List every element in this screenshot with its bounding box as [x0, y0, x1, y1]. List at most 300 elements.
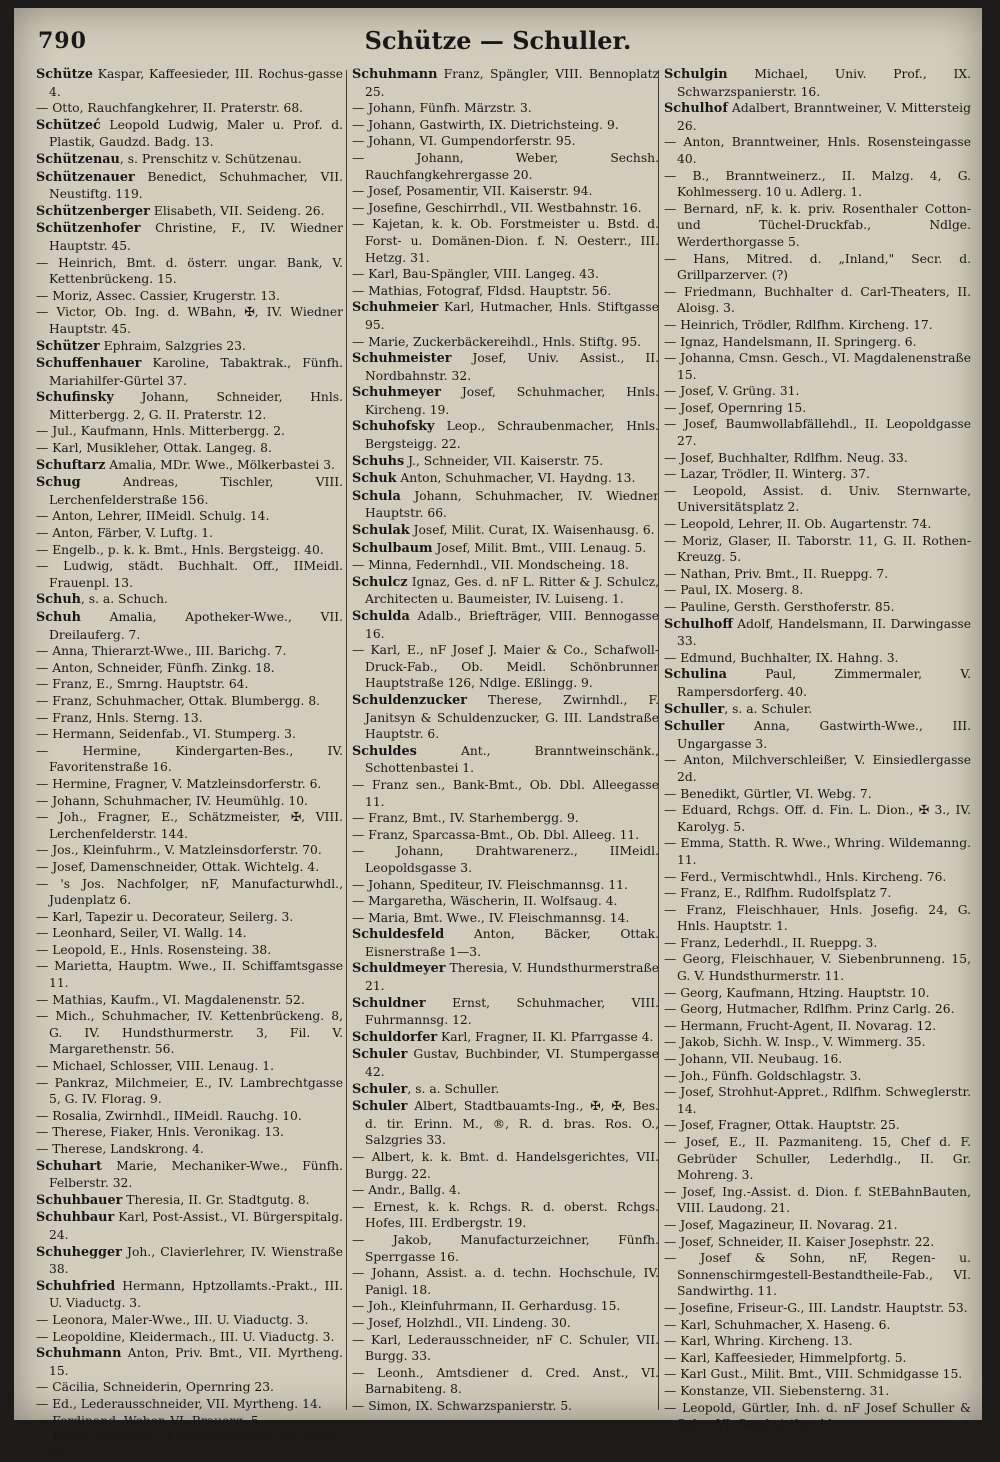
directory-entry — [664, 1317, 971, 1334]
entry-surname: Schuhbauer — [36, 1192, 123, 1208]
entry-text: — Franz, Hnls. Sterng. 13. — [36, 710, 203, 725]
entry-text: — Joh., Fragner, E., Schätzmeister, ✠, VIII. Lerchenfelderstr. 144. — [36, 810, 343, 841]
entry-text: — B., Branntweinerz., II. Malzg. 4, G. Kohlmesserg. 10 u. Adlerg. 1. — [664, 168, 971, 200]
directory-entry — [36, 151, 343, 169]
entry-text: — Karl, Lederausschneider, nF C. Schuler, VII. Burgg. 33. — [352, 1332, 659, 1364]
directory-entry — [352, 810, 659, 827]
directory-entry — [352, 350, 659, 384]
directory-entry — [36, 809, 343, 842]
entry-text: — Leonh., Amtsdiener d. Cred. Anst., VI. Barnabiteng. 8. — [352, 1365, 659, 1397]
entry-text: Amalia, Apotheker-Wwe., VII. Dreilauferg. 7. — [49, 610, 343, 642]
directory-entry — [664, 1084, 971, 1117]
directory-entry — [36, 255, 343, 288]
directory-entry — [352, 995, 659, 1029]
directory-entry — [352, 557, 659, 574]
directory-entry — [352, 283, 659, 300]
entry-text: — Joh., Fünfh. Goldschlagstr. 3. — [664, 1068, 862, 1083]
directory-entry — [664, 168, 971, 201]
entry-text: — Johann, Drahtwarenerz., IIMeidl. Leopoldsgasse 3. — [352, 844, 659, 875]
entry-surname: Schula — [352, 488, 401, 504]
entry-text: — Karl, Kaffeesieder, Himmelpfortg. 5. — [664, 1350, 907, 1365]
entry-text: — Johann, Gastwirth, IX. Dietrichsteing. 9. — [352, 117, 619, 132]
entry-text: Andreas, Tischler, VIII. Lerchenfelderstraße 156. — [49, 475, 343, 507]
directory-entry — [664, 1333, 971, 1350]
directory-entry — [664, 483, 971, 516]
entry-text: — Johann, VII. Neubaug. 16. — [664, 1052, 843, 1067]
directory-entry — [36, 525, 343, 542]
entry-text: Anton, Schuhmacher, VI. Haydng. 13. — [396, 471, 636, 486]
entry-text: — Margaretha, Wäscherin, II. Wolfsaug. 4. — [352, 894, 618, 909]
entry-text: Paul, Zimmermaler, V. Rampersdorferg. 40. — [677, 667, 971, 699]
directory-entry — [664, 350, 971, 383]
directory-entry — [352, 183, 659, 200]
entry-text: — Josef, Opernring 15. — [664, 400, 807, 415]
entry-text: Elisabeth, VII. Seideng. 26. — [149, 203, 325, 218]
entry-surname: Schützeć — [36, 117, 101, 133]
directory-entry — [352, 608, 659, 642]
directory-entry — [664, 752, 971, 785]
directory-entry — [664, 1300, 971, 1317]
directory-entry — [36, 1158, 343, 1192]
entry-surname: Schuhofsky — [352, 419, 435, 435]
directory-entry — [664, 1400, 971, 1433]
entry-text: — Georg, Hutmacher, Rdlfhm. Prinz Carlg. 26. — [664, 1002, 955, 1017]
directory-entry — [36, 925, 343, 942]
directory-columns — [36, 66, 976, 1461]
entry-text: — Minna, Federnhdl., VII. Mondscheing. 18. — [352, 558, 629, 573]
directory-entry — [36, 508, 343, 525]
entry-surname: Schuftarz — [36, 457, 106, 473]
entry-text: Adalb., Briefträger, VIII. Bennogasse 16. — [365, 609, 659, 641]
entry-surname: Schuhmann — [352, 67, 438, 82]
entry-text: Marie, Mechaniker-Wwe., Fünfh. Felberstr. 32. — [49, 1158, 343, 1191]
directory-entry — [352, 299, 659, 333]
entry-surname: Schuk — [352, 471, 397, 487]
directory-entry — [36, 169, 343, 203]
entry-text: — Franz, Sparcassa-Bmt., Ob. Dbl. Alleeg. 11. — [352, 827, 640, 842]
entry-text: — Moriz, Assec. Cassier, Krugerstr. 13. — [36, 288, 280, 303]
entry-surname: Schuhmeyer — [352, 385, 441, 401]
directory-entry — [352, 66, 659, 100]
directory-entry — [36, 776, 343, 793]
entry-text: — Johann, Schuhmacher, IV. Heumühlg. 10. — [36, 793, 308, 808]
entry-surname: Schuhmeier — [352, 300, 439, 316]
entry-surname: Schütze — [36, 67, 93, 82]
entry-text: — Leopold, Assist. d. Univ. Sternwarte, Universitätsplatz 2. — [664, 483, 971, 515]
entry-text: Ant., Branntweinschänk., Schottenbastei 1. — [365, 743, 659, 776]
entry-text: — Josef, Ing.-Assist. d. Dion. f. StEBahnBauten, VIII. Laudong. 21. — [664, 1184, 971, 1216]
entry-text: — Johann, Assist. a. d. techn. Hochschule, IV. Panigl. 18. — [352, 1266, 659, 1297]
directory-entry — [664, 718, 971, 752]
directory-entry — [36, 1124, 343, 1141]
entry-surname: Schuller — [664, 701, 725, 717]
entry-text: Hermann, Hptzollamts.-Prakt., III. U. Viaductg. 3. — [49, 1278, 343, 1311]
entry-text: — Ferdinand, Weber, VI. Brauerg. 5. — [36, 1413, 263, 1428]
directory-entry — [36, 743, 343, 776]
directory-entry — [36, 1209, 343, 1243]
directory-entry — [352, 384, 659, 418]
entry-surname: Schuler — [352, 1081, 408, 1097]
column-divider — [658, 70, 659, 1410]
entry-text: Karoline, Tabaktrak., Fünfh. Mariahilfer-Gürtel 37. — [49, 356, 343, 388]
entry-text: — Leopold, E., Hnls. Rosensteing. 38. — [36, 942, 272, 957]
entry-text: — Therese, Landskrong. 4. — [36, 1142, 204, 1156]
directory-entry — [36, 643, 343, 660]
entry-text: — Josef, Buchhalter, Rdlfhm. Neug. 33. — [664, 450, 908, 465]
directory-entry — [664, 1018, 971, 1035]
directory-entry — [664, 1217, 971, 1234]
entry-text: — Josef, Strohhut-Appret., Rdlfhm. Schweglerstr. 14. — [664, 1085, 971, 1116]
entry-surname: Schufinsky — [36, 390, 114, 406]
directory-entry — [352, 692, 659, 743]
directory-entry — [664, 835, 971, 868]
directory-entry — [664, 1184, 971, 1217]
entry-text: Adalbert, Branntweiner, V. Mittersteig 26. — [677, 101, 971, 133]
entry-surname: Schuffenhauer — [36, 356, 142, 372]
directory-entry — [352, 574, 659, 608]
directory-entry — [36, 676, 343, 693]
entry-text: — Heinrich, Trödler, Rdlfhm. Kircheng. 17. — [664, 317, 933, 332]
directory-entry — [352, 877, 659, 894]
directory-entry — [36, 66, 343, 100]
directory-entry — [664, 134, 971, 167]
column-1 — [36, 66, 343, 1461]
directory-entry — [36, 558, 343, 591]
entry-text: — Franz, E., Smrng. Hauptstr. 64. — [36, 677, 249, 692]
entry-text: — Johann, Fünfh. Märzstr. 3. — [352, 101, 532, 116]
entry-text: — Anna, Thierarzt-Wwe., III. Barichg. 7. — [36, 644, 287, 659]
entry-text: Amalia, MDr. Wwe., Mölkerbastei 3. — [105, 457, 335, 472]
page-header — [14, 24, 982, 62]
entry-surname: Schuldenzucker — [352, 692, 468, 708]
directory-entry — [36, 542, 343, 559]
entry-text: Josef, Schuhmacher, Hnls. Kircheng. 19. — [365, 385, 659, 417]
entry-text: Anna, Gastwirth-Wwe., III. Ungargasse 3. — [677, 719, 971, 751]
entry-text: — Leonora, Maler-Wwe., III. U. Viaductg. 3. — [36, 1312, 309, 1327]
entry-text: — Moriz, Glaser, II. Taborstr. 11, G. II. Rothen-Kreuzg. 5. — [664, 533, 971, 565]
entry-text: — Pauline, Gersth. Gersthoferstr. 85. — [664, 600, 895, 614]
entry-surname: Schützenberger — [36, 203, 150, 219]
directory-entry — [664, 1250, 971, 1300]
directory-entry — [352, 540, 659, 558]
page-number: 790 — [38, 28, 87, 54]
directory-entry — [352, 1182, 659, 1199]
entry-text: — Lazar, Trödler, II. Winterg. 37. — [664, 467, 870, 482]
entry-text: , s. Prenschitz v. Schützenau. — [119, 151, 302, 166]
entry-text: — Karl, Tapezir u. Decorateur, Seilerg. 3. — [36, 909, 294, 924]
directory-entry — [664, 1366, 971, 1383]
entry-text: Johann, Schuhmacher, IV. Wiedner Hauptstr. 66. — [365, 488, 659, 521]
entry-text: — Hermann, Seidenfab., VI. Stumperg. 3. — [36, 727, 296, 742]
entry-text: — Nathan, Priv. Bmt., II. Rueppg. 7. — [664, 566, 889, 581]
directory-entry — [36, 1429, 343, 1462]
directory-page — [14, 8, 982, 1461]
directory-entry — [352, 266, 659, 283]
entry-text: — Karl, Bau-Spängler, VIII. Langeg. 43. — [352, 267, 599, 282]
directory-entry — [664, 400, 971, 417]
entry-text: Michael, Univ. Prof., IX. Schwarzspanierstr. 16. — [677, 67, 971, 99]
directory-entry — [352, 150, 659, 183]
entry-text: — Georg, Fleischhauer, V. Siebenbrunneng. 15, G. V. Hundsthurmerstr. 11. — [664, 952, 971, 984]
entry-text: — Rosalia, Zwirnhdl., IIMeidl. Rauchg. 10. — [36, 1108, 302, 1123]
entry-surname: Schuhs — [352, 453, 405, 469]
directory-entry — [664, 334, 971, 351]
entry-text: — Edmund, Buchhalter, IX. Hahng. 3. — [664, 650, 899, 665]
directory-entry — [352, 1199, 659, 1232]
entry-text: Gustav, Buchbinder, VI. Stumpergasse 42. — [365, 1047, 659, 1080]
directory-entry — [36, 423, 343, 440]
entry-text: — Johanna, Cmsn. Gesch., VI. Magdalenenstraße 15. — [664, 351, 971, 382]
column-3 — [664, 66, 971, 1432]
directory-entry — [664, 317, 971, 334]
entry-surname: Schuldner — [352, 995, 426, 1011]
directory-entry — [36, 1244, 343, 1278]
directory-entry — [664, 985, 971, 1002]
entry-text: — Josef, V. Grüng. 31. — [664, 384, 800, 399]
entry-text: Ignaz, Ges. d. nF L. Ritter & J. Schulcz, Architecten u. Baumeister, IV. Luiseng. 1. — [365, 574, 659, 607]
entry-text: Kaspar, Kaffeesieder, III. Rochus-gasse 4. — [49, 67, 343, 99]
directory-entry — [36, 876, 343, 909]
directory-entry — [36, 220, 343, 254]
directory-entry — [664, 616, 971, 650]
directory-entry — [664, 566, 971, 583]
entry-text: — Pankraz, Milchmeier, E., IV. Lambrechtgasse 5, G. IV. Florag. 9. — [36, 1075, 343, 1107]
directory-entry — [664, 100, 971, 134]
directory-entry — [664, 251, 971, 284]
entry-surname: Schuldes — [352, 743, 417, 759]
directory-entry — [664, 902, 971, 935]
entry-text: — Hermine, Fragner, V. Matzleinsdorferstr. 6. — [36, 776, 322, 791]
directory-entry — [664, 516, 971, 533]
entry-text: — Leopold, Lehrer, II. Ob. Augartenstr. 74. — [664, 517, 932, 532]
entry-text: — Bernard, nF, k. k. priv. Rosenthaler Cotton- und Tüchel-Druckfab., Ndlge. Werderthorgasse 5. — [664, 201, 971, 249]
entry-text: — Josef, E., II. Pazmaniteng. 15, Chef d. F. Gebrüder Schuller, Lederhdlg., II. Gr. Mohreng. 3. — [664, 1135, 971, 1183]
entry-text: — Josef, Posamentir, VII. Kaiserstr. 94. — [352, 184, 593, 199]
directory-entry — [664, 466, 971, 483]
directory-entry — [352, 200, 659, 217]
directory-entry — [36, 1345, 343, 1379]
entry-text: — Josef & Sohn, nF, Regen- u. Sonnenschirmgestell-Bestandtheile-Fab., VI. Sandwirthg. 11. — [664, 1251, 971, 1299]
directory-entry — [36, 609, 343, 643]
entry-surname: Schützenauer — [36, 169, 135, 185]
directory-entry — [36, 842, 343, 859]
directory-entry — [36, 117, 343, 151]
entry-surname: Schuler — [352, 1099, 408, 1115]
directory-entry — [352, 117, 659, 134]
directory-entry — [664, 869, 971, 886]
entry-text: — Jul., Kaufmann, Hnls. Mitterbergg. 2. — [36, 424, 285, 439]
entry-text: — Josefine, Geschirrhdl., VII. Westbahnstr. 16. — [352, 200, 642, 215]
entry-text: — Heinrich, Bmt. d. österr. ungar. Bank, V. Kettenbrückeng. 15. — [36, 255, 343, 287]
directory-entry — [664, 416, 971, 449]
directory-entry — [664, 786, 971, 803]
entry-surname: Schuh — [36, 610, 81, 625]
entry-text: Josef, Milit. Curat, IX. Waisenhausg. 6. — [409, 523, 655, 538]
directory-entry — [664, 1117, 971, 1134]
column-divider — [346, 70, 347, 1410]
directory-entry — [664, 1383, 971, 1400]
directory-entry — [352, 1232, 659, 1265]
directory-entry — [352, 843, 659, 876]
directory-entry — [36, 203, 343, 221]
directory-entry — [352, 1149, 659, 1182]
directory-entry — [664, 666, 971, 700]
entry-text: — Friedmann, Buchhalter d. Carl-Theaters, II. Aloisg. 3. — [664, 284, 971, 316]
column-2 — [352, 66, 659, 1414]
directory-entry — [664, 1068, 971, 1085]
entry-text: Therese, Zwirnhdl., F. Janitsyn & Schuldenzucker, G. III. Landstraße Hauptstr. 6. — [365, 692, 659, 742]
entry-text: — Anton, Branntweiner, Hnls. Rosensteingasse 40. — [664, 135, 971, 166]
directory-entry — [36, 1396, 343, 1413]
entry-surname: Schuhart — [36, 1158, 102, 1174]
directory-entry — [352, 642, 659, 692]
entry-text: — Georg, Kaufmann, Htzing. Hauptstr. 10. — [664, 985, 930, 1000]
entry-text: — Josef, Schneider, II. Kaiser Josephstr. 22. — [664, 1234, 935, 1249]
directory-entry — [664, 802, 971, 835]
directory-entry — [36, 1413, 343, 1430]
directory-entry — [352, 334, 659, 351]
entry-text: — Hermine, Kindergarten-Bes., IV. Favoritenstraße 16. — [36, 743, 343, 775]
directory-entry — [36, 909, 343, 926]
directory-entry — [36, 660, 343, 677]
entry-text: — Franz, Fleischhauer, Hnls. Josefig. 24, G. Hnls. Hauptstr. 1. — [664, 902, 971, 934]
directory-entry — [36, 1075, 343, 1108]
entry-surname: Schützenhofer — [36, 221, 141, 237]
entry-surname: Schuhfried — [36, 1278, 116, 1294]
entry-text: Franz, Spängler, VIII. Bennoplatz 25. — [365, 67, 659, 99]
entry-text: — Josef, Magazineur, II. Novarag. 21. — [664, 1217, 898, 1232]
entry-text: — Josef, Fragner, Ottak. Hauptstr. 25. — [664, 1118, 900, 1133]
entry-surname: Schuhegger — [36, 1244, 122, 1260]
entry-surname: Schug — [36, 475, 81, 491]
entry-surname: Schuldesfeld — [352, 927, 445, 943]
page-title: Schütze — Schuller. — [364, 26, 632, 55]
directory-entry — [36, 440, 343, 457]
entry-surname: Schuldorfer — [352, 1029, 438, 1045]
entry-surname: Schuhmeister — [352, 351, 452, 367]
directory-entry — [352, 1029, 659, 1047]
entry-text: — Jos., Kleinfuhrm., V. Matzleinsdorferstr. 70. — [36, 843, 322, 858]
directory-entry — [36, 1058, 343, 1075]
entry-text: — Ed., Lederausschneider, VII. Myrtheng. 14. — [36, 1396, 322, 1411]
directory-entry — [36, 958, 343, 991]
entry-surname: Schulda — [352, 609, 410, 624]
entry-text: — Marietta, Hauptm. Wwe., II. Schiffamtsgasse 11. — [36, 959, 343, 991]
directory-entry — [36, 1192, 343, 1210]
entry-text: — Ferd., Vermischtwhdl., Hnls. Kircheng. 76. — [664, 869, 947, 884]
directory-entry — [664, 701, 971, 719]
entry-surname: Schuldmeyer — [352, 961, 446, 977]
entry-surname: Schulbaum — [352, 540, 433, 556]
directory-entry — [36, 693, 343, 710]
directory-entry — [36, 942, 343, 959]
directory-entry — [664, 935, 971, 952]
entry-text: — Franz, Lederhdl., II. Rueppg. 3. — [664, 935, 878, 950]
entry-text: — Karl, E., nF Josef J. Maier & Co., Schafwoll-Druck-Fab., Ob. Meidl. Schönbrunner Hauptstraße 126, Ndlge. Eßlingg. 9. — [352, 643, 659, 691]
directory-entry — [36, 338, 343, 356]
directory-entry — [36, 100, 343, 117]
directory-entry — [352, 926, 659, 960]
entry-text: Theresia, II. Gr. Stadtgutg. 8. — [122, 1192, 310, 1207]
directory-entry — [36, 793, 343, 810]
directory-entry — [664, 1134, 971, 1184]
entry-surname: Schulhof — [664, 101, 728, 117]
entry-text: — Josefine, Friseur-G., III. Landstr. Hauptstr. 53. — [664, 1300, 968, 1315]
directory-entry — [352, 777, 659, 810]
entry-text: , s. a. Schuch. — [80, 592, 168, 607]
entry-surname: Schuh — [36, 592, 81, 608]
entry-text: — Hans, Mitred. d. „Inland," Secr. d. Grillparzerver. (?) — [664, 251, 971, 283]
directory-entry — [352, 488, 659, 522]
entry-text: Ernst, Schuhmacher, VIII. Fuhrmannsg. 12. — [365, 995, 659, 1028]
directory-entry — [36, 288, 343, 305]
entry-text: — Benedikt, Gürtler, VI. Webg. 7. — [664, 786, 872, 801]
entry-text: Theresia, V. Hundsthurmerstraße 21. — [365, 961, 659, 994]
entry-surname: Schulgin — [664, 67, 728, 82]
entry-text: — Karl, Schuhmacher, X. Haseng. 6. — [664, 1317, 891, 1332]
directory-entry — [352, 960, 659, 994]
entry-text: Johann, Schneider, Hnls. Mitterbergg. 2, G. II. Praterstr. 12. — [49, 390, 343, 422]
entry-text: Anton, Priv. Bmt., VII. Myrtheng. 15. — [49, 1346, 343, 1378]
entry-text: — Leonhard, Seiler, VI. Wallg. 14. — [36, 926, 247, 941]
directory-entry — [36, 1278, 343, 1312]
directory-entry — [352, 1265, 659, 1298]
entry-text: — Mich., Schuhmacher, IV. Kettenbrückeng. 8, G. IV. Hundsthurmerstr. 3, Fil. V. Margarethenstr. 56. — [36, 1009, 343, 1057]
directory-entry — [352, 216, 659, 266]
entry-text: — Marie, Zuckerbäckereihdl., Hnls. Stiftg. 95. — [352, 334, 642, 349]
entry-text: Benedict, Schuhmacher, VII. Neustiftg. 119. — [49, 169, 343, 202]
entry-text: Leop., Schraubenmacher, Hnls. Bergsteigg. 22. — [365, 419, 659, 452]
entry-surname: Schulak — [352, 523, 410, 539]
entry-text: — Franz, Vergolder, Kunstmarmorirer, VI. Webg. 38. — [36, 1430, 343, 1461]
directory-entry — [664, 650, 971, 667]
directory-entry — [664, 450, 971, 467]
directory-entry — [36, 355, 343, 389]
entry-surname: Schuhmann — [36, 1346, 122, 1362]
directory-entry — [664, 533, 971, 566]
entry-text: Karl, Post-Assist., VI. Bürgerspitalg. 24. — [49, 1210, 343, 1242]
entry-surname: Schulhoff — [664, 616, 733, 632]
directory-entry — [664, 1234, 971, 1251]
entry-text: — Ernest, k. k. Rchgs. R. d. oberst. Rchgs. Hofes, III. Erdbergstr. 19. — [352, 1199, 659, 1231]
entry-text: — 's Jos. Nachfolger, nF, Manufacturwhdl., Judenplatz 6. — [36, 876, 343, 908]
entry-text: Albert, Stadtbauamts-Ing., ✠, ✠, Bes. d. tir. Erinn. M., ®, R. d. bras. Ros. O., Salzgries 33. — [365, 1099, 659, 1148]
entry-text: — Franz, Schuhmacher, Ottak. Blumbergg. 8. — [36, 693, 321, 708]
entry-text: , s. a. Schuller. — [407, 1081, 500, 1096]
directory-entry — [664, 1350, 971, 1367]
directory-entry — [36, 1329, 343, 1346]
directory-entry — [36, 389, 343, 423]
entry-text: — Engelb., p. k. k. Bmt., Hnls. Bergsteigg. 40. — [36, 542, 324, 557]
entry-text: — Karl, Whring. Kircheng. 13. — [664, 1334, 853, 1349]
directory-entry — [36, 1108, 343, 1125]
entry-text: — Maria, Bmt. Wwe., IV. Fleischmannsg. 14. — [352, 910, 630, 925]
entry-text: — Anton, Milchverschleißer, V. Einsiedlergasse 2d. — [664, 753, 971, 784]
entry-text: — Eduard, Rchgs. Off. d. Fin. L. Dion., ✠ 3., IV. Karolyg. 5. — [664, 803, 971, 834]
entry-text: — Hermann, Frucht-Agent, II. Novarag. 12. — [664, 1018, 937, 1033]
entry-text: — Mathias, Fotograf, Fldsd. Hauptstr. 56. — [352, 283, 612, 298]
entry-surname: Schulina — [664, 667, 727, 683]
directory-entry — [664, 582, 971, 599]
entry-surname: Schützer — [36, 338, 100, 354]
directory-entry — [352, 1098, 659, 1149]
directory-entry — [352, 470, 659, 488]
entry-text: — Leopoldine, Kleidermach., III. U. Viaductg. 3. — [36, 1329, 335, 1344]
entry-text: Anton, Bäcker, Ottak. Eisnerstraße 1—3. — [365, 927, 659, 959]
directory-entry — [352, 1315, 659, 1332]
entry-text: — Cäcilia, Schneiderin, Opernring 23. — [36, 1380, 274, 1395]
directory-entry — [36, 457, 343, 475]
